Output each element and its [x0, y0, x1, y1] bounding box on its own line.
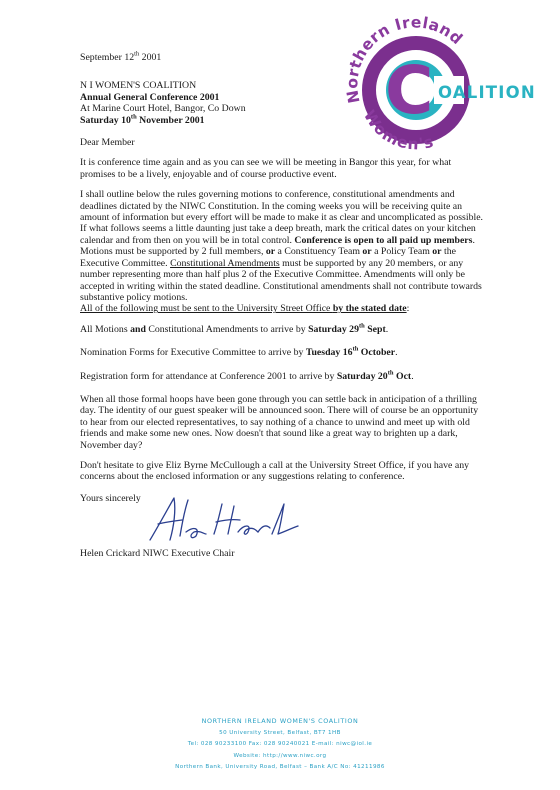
deadline-motions: All Motions and Constitutional Amendments to arrive by Saturday 29th Sept. [80, 322, 389, 335]
footer-org-name: NORTHERN IRELAND WOMEN'S COALITION [201, 717, 359, 725]
sign-off: Yours sincerely [80, 492, 141, 504]
signer-name: Helen Crickard NIWC Executive Chair [80, 548, 235, 560]
logo-top-text: Northern Ireland [343, 13, 467, 105]
deadline-registration: Registration form for attendance at Conference 2001 to arrive by Saturday 20th Oct. [80, 369, 414, 382]
paragraph-motions: Motions must be supported by 2 full members, or a Constituency Team or a Policy Team or the Executive Committee. Constitutional Amendments must be supported by any 20 members, or any number representing more than half plus 2 of the Executive Committee. Amendments will only be accepted in writing within the stated deadline. Constitutional amendments shall not contribute towards substantive policy motions. [80, 246, 482, 303]
logo-right-text: OALITION [438, 83, 536, 102]
footer-bank-details: Northern Bank, University Road, Belfast – Bank A/C No: 41211986 [175, 764, 385, 771]
paragraph-contact: Don't hesitate to give Eliz Byrne McCullough a call at the University Street Office, if you have any concerns about the enclosed information or any suggestions relating to conference. [80, 459, 470, 483]
address-line-org: N I WOMEN'S COALITION [80, 80, 197, 92]
address-line-event-date: Saturday 10th November 2001 [80, 113, 205, 126]
footer-address: 50 University Street, Belfast, BT7 1HB [219, 729, 341, 736]
footer-website: Website: http://www.niwc.org [233, 752, 327, 759]
paragraph-rules: I shall outline below the rules governing motions to conference, constitutional amendments and deadlines dictated by the NIWC Constitution. In the coming weeks you will be receiving quite an amount of information but every effort will be made to make it as clear and uncomplicated as possible. If what follows seems a little daunting just take a deep breath, mark the critical dates on your kitchen calendar and from then on you will be in total control. Conference is open to all paid up members. [80, 189, 484, 246]
letter-date: September 12th 2001 [80, 50, 162, 63]
logo-c-letter: C [385, 52, 434, 129]
paragraph-conference-day: When all those formal hoops have been gone through you can settle back in anticipation of a thrilling day. The identity of our guest speaker will be announced soon. There will of course be an opportunity to hear from our elected representatives, to say nothing of a chance to unwind and meet up with old friends and make some new ones. Now doesn't that sound like a great way to brighten up a dark, November day? [80, 393, 479, 451]
paragraph-send-instructions: All of the following must be sent to the University Street Office by the stated date: [80, 303, 410, 315]
footer-contact: Tel: 028 90233100 Fax: 028 90240021 E-mail: niwc@iol.ie [187, 741, 373, 748]
recipient-address [80, 80, 484, 126]
logo-bottom-text: Women's [359, 107, 437, 154]
salutation: Dear Member [80, 137, 135, 149]
address-line-venue: At Marine Court Hotel, Bangor, Co Down [80, 103, 246, 115]
deadline-nominations: Nomination Forms for Executive Committee to arrive by Tuesday 16th October. [80, 345, 398, 359]
letter-body [80, 52, 484, 560]
paragraph-intro: It is conference time again and as you can see we will be meeting in Bangor this year, for what promises to be a lively, enjoyable and of course productive event. [80, 157, 452, 180]
address-line-event: Annual General Conference 2001 [80, 91, 220, 103]
letterhead-footer [100, 716, 460, 774]
handwritten-signature [144, 490, 304, 548]
